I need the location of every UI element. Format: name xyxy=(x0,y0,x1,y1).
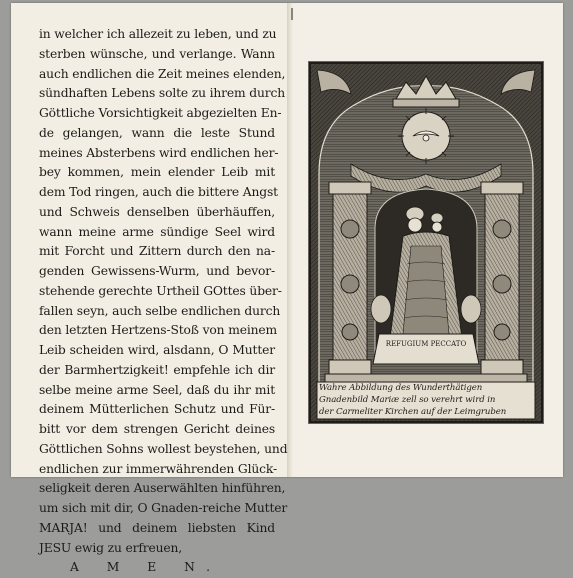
text-line: der Barmhertzigkeit! empfehle ich dir xyxy=(39,362,275,377)
text-line: JESU ewig zu erfreuen, xyxy=(39,540,183,555)
text-line: sterben wünsche, und verlange. Wann xyxy=(39,46,275,61)
text-line: fallen seyn, auch selbe endlichen durch xyxy=(39,303,281,318)
caption-line-1: Wahre Abbildung des Wunderthätigen xyxy=(319,383,483,393)
text-line: meines Absterbens wird endlichen her- xyxy=(39,145,279,160)
text-line: seligkeit deren Auserwählten hinführen, xyxy=(39,481,286,496)
text-line: MARJA! und deinem liebsten Kind xyxy=(39,520,275,535)
engraving-illustration xyxy=(311,64,541,421)
text-line: Göttlichen Sohns wollest beystehen, und xyxy=(39,441,288,456)
text-line: bitt vor dem strengen Gericht deines xyxy=(39,422,275,436)
text-line: mit Forcht und Zittern durch den na- xyxy=(39,244,275,259)
text-line: wann meine arme sündige Seel wird xyxy=(39,224,275,239)
text-line: Leib scheiden wird, alsdann, O Mutter xyxy=(39,343,275,357)
text-line: genden Gewissens-Wurm, und bevor- xyxy=(39,264,275,278)
prayer-text xyxy=(39,25,288,578)
dove-sunburst xyxy=(398,108,454,164)
text-line: endlichen zur immerwährenden Glück- xyxy=(39,461,277,476)
devotional-engraving xyxy=(309,62,543,423)
text-line: um sich mit dir, O Gnaden-reiche Mutter xyxy=(39,501,288,515)
caption-line-2: Gnadenbild Mariæ zell so verehrt wird in xyxy=(319,395,496,405)
text-line: dem Tod ringen, auch die bittere Angst xyxy=(39,185,278,199)
text-line: deinem Mütterlichen Schutz und Für- xyxy=(39,402,275,417)
amen-closing: A M E N. xyxy=(70,560,223,575)
text-line: sündhaften Lebens solte zu ihrem durch xyxy=(39,86,286,101)
text-line: Göttliche Vorsichtigkeit abgezielten En- xyxy=(39,106,282,120)
caption-line-3: der Carmeliter Kirchen auf der Leimgruben xyxy=(319,407,507,417)
text-line: in welcher ich allezeit zu leben, und zu xyxy=(39,27,277,41)
text-line: den letzten Hertzens-Stoß von meinem xyxy=(39,323,278,338)
text-line: auch endlichen die Zeit meines elenden, xyxy=(39,66,286,81)
text-line: stehende gerechte Urtheil GOttes über- xyxy=(39,283,282,298)
text-line: selbe meine arme Seel, daß du ihr mit xyxy=(39,382,275,397)
text-line: bey kommen, mein elender Leib mit xyxy=(39,165,275,180)
text-line: de gelangen, wann die leste Stund xyxy=(39,125,275,140)
banner-line-1: REFUGIUM PECCATO xyxy=(385,340,467,348)
text-line: und Schweis denselben überhäuffen, xyxy=(39,204,275,219)
